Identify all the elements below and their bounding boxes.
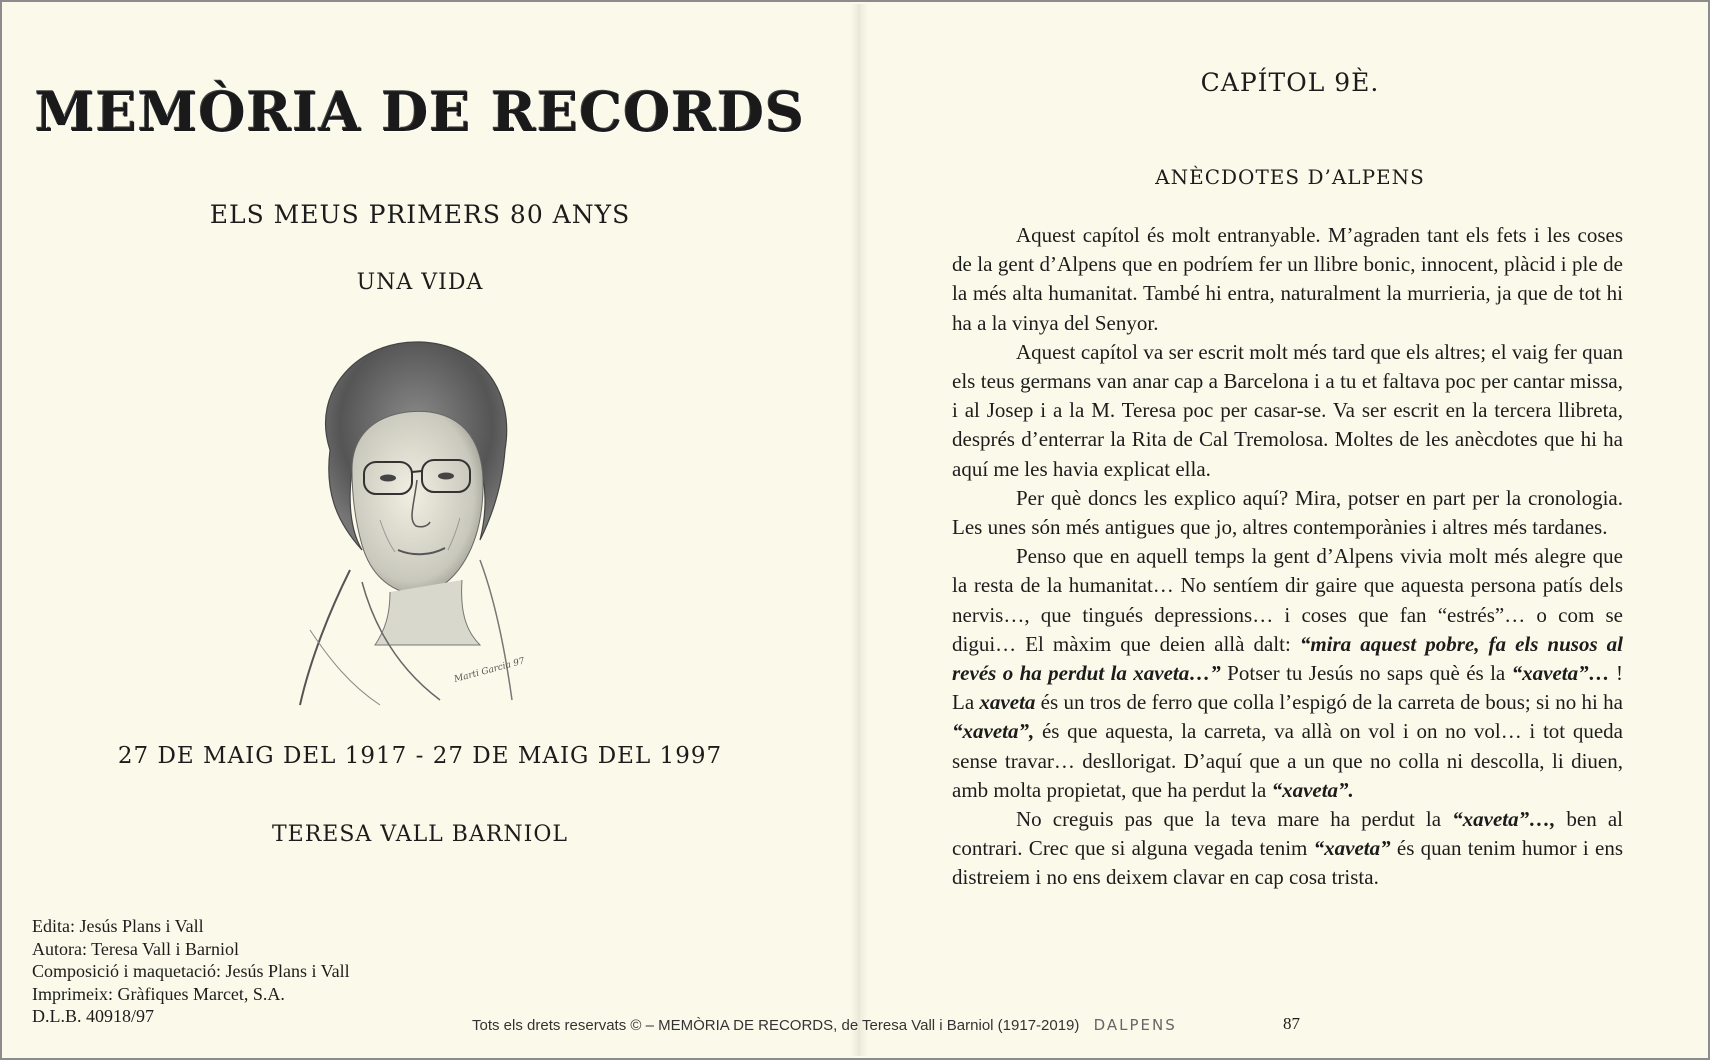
- paragraph-text: Per què doncs les explico aquí? Mira, potser en part per la cronologia. Les unes són més antigues que jo, altres contemporànies i altres més tardanes.: [952, 485, 1623, 540]
- credit-line: Composició i maquetació: Jesús Plans i Vall: [32, 961, 350, 981]
- book-subtitle: ELS MEUS PRIMERS 80 ANYS: [209, 200, 631, 229]
- body-paragraph: [952, 484, 1623, 542]
- credit-line: Edita: Jesús Plans i Vall: [32, 916, 204, 936]
- author-name: TERESA VALL BARNIOL: [271, 822, 568, 847]
- paragraph-text: Aquest capítol és molt entranyable. M’agraden tant els fets i les coses de la gent d’Alpens que en podríem fer un llibre bonic, innocent, plàcid i ple de la més alta humanitat. També hi entra, naturalment la murrieria, ja que de tot hi ha a la vinya del Senyor.: [952, 223, 1623, 335]
- paragraph-text: és quan tenim humor i ens distreiem i no ens deixem clavar en cap cosa trista.: [952, 836, 1624, 890]
- credit-line: Imprimeix: Gràfiques Marcet, S.A.: [32, 983, 285, 1004]
- chapter-body: [952, 221, 1623, 893]
- body-paragraph: [952, 805, 1623, 893]
- body-paragraph: [952, 221, 1623, 338]
- emphasized-quote: “xaveta”…: [1511, 661, 1610, 686]
- copyright-footer: [472, 1016, 1232, 1034]
- body-paragraph: [952, 338, 1623, 484]
- publisher-brand: DALPENS: [1093, 1016, 1177, 1034]
- chapter-heading: CAPÍTOL 9È.: [1200, 68, 1380, 97]
- life-dates: 27 DE MAIG DEL 1917 - 27 DE MAIG DEL 1997: [117, 743, 723, 769]
- emphasized-quote: “xaveta”…,: [1452, 807, 1556, 832]
- publication-credits: [32, 915, 452, 1028]
- page-gutter: [850, 4, 868, 1056]
- paragraph-text: ben al contrari. Crec que si alguna vegada tenim: [952, 807, 1623, 861]
- paragraph-text: Potser tu Jesús no saps què és la: [1220, 661, 1512, 686]
- paragraph-text: Penso que en aquell temps la gent d’Alpens vivia molt més alegre que la resta de la humanitat… No sentíem dir gaire que aquesta persona patís dels nervis…, que tingués depressions… i coses que fan “estrés”… o com se digui… El màxim que deien allà dalt:: [952, 544, 1623, 656]
- copyright-text: Tots els drets reservats © – MEMÒRIA DE RECORDS, de Teresa Vall i Barniol (1917-2019): [472, 1017, 1080, 1034]
- body-paragraph: [952, 542, 1623, 805]
- paragraph-text: No creguis pas que la teva mare ha perdut la: [1016, 807, 1453, 832]
- section-heading: ANÈCDOTES D’ALPENS: [1155, 165, 1425, 189]
- emphasized-quote: “xaveta”: [1313, 836, 1391, 861]
- paragraph-text: ! La: [952, 661, 1623, 715]
- emphasized-quote: “xaveta”.: [1271, 777, 1354, 802]
- paragraph-text: és que aquesta, la carreta, va allà on vol i on no vol… i tot queda sense travar… desllorigat. D’aquí que a un que no colla ni descolla, li diuen, amb molta propietat, que ha perdut la: [952, 719, 1623, 802]
- book-tagline: UNA VIDA: [356, 270, 484, 295]
- author-portrait-drawing: [290, 330, 530, 710]
- emphasized-quote: “xaveta”,: [952, 719, 1035, 744]
- page-number: 87: [1283, 1014, 1300, 1033]
- emphasized-quote: xaveta: [979, 690, 1036, 715]
- emphasized-quote: “mira aquest pobre, fa els nusos al revés o ha perdut la xaveta…”: [952, 631, 1624, 686]
- credit-line: D.L.B. 40918/97: [32, 1006, 155, 1026]
- paragraph-text: és un tros de ferro que colla l’espigó de la carreta de bous; si no hi ha: [1035, 690, 1623, 715]
- credit-line: Autora: Teresa Vall i Barniol: [32, 938, 240, 959]
- book-title: MEMÒRIA DE RECORDS: [34, 80, 806, 144]
- paragraph-text: Aquest capítol va ser escrit molt més tard que els altres; el vaig fer quan els teus germans van anar cap a Barcelona i a tu et faltava poc per cantar missa, i al Josep i a la M. Teresa poc per casar-se. Va ser escrit en la tercera llibreta, després d’enterrar la Rita de Cal Tremolosa. Moltes de les anècdotes que hi ha aquí me les havia explicat ella.: [952, 339, 1623, 481]
- svg-text:Marti Garcia 97: Marti Garcia 97: [453, 656, 527, 685]
